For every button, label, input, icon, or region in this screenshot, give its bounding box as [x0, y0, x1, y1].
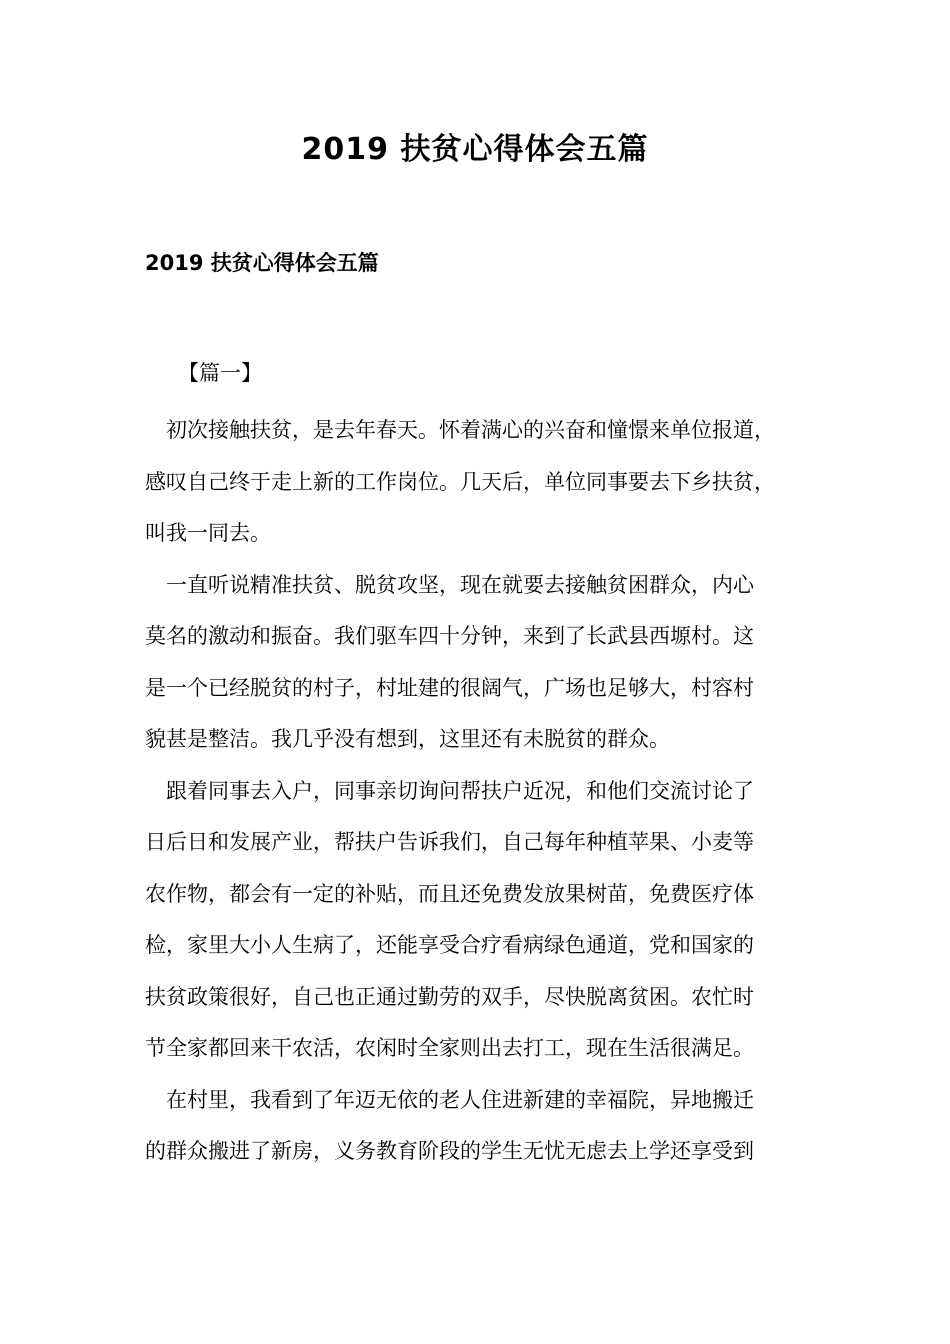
text-line: 貌甚是整洁。我几乎没有想到，这里还有未脱贫的群众。	[145, 727, 670, 751]
text-line: 农作物，都会有一定的补贴，而且还免费发放果树苗，免费医疗体	[145, 881, 754, 906]
text-line: 节全家都回来干农活，农闲时全家则出去打工，现在生活很满足。	[145, 1036, 754, 1060]
text-line: 检，家里大小人生病了，还能享受合疗看病绿色通道，党和国家的	[145, 933, 754, 957]
section-label: 【篇一】	[178, 361, 262, 385]
document-subtitle: 2019 扶贫心得体会五篇	[145, 251, 379, 275]
text-line: 在村里，我看到了年迈无依的老人住进新建的幸福院，异地搬迁	[145, 1087, 754, 1112]
text-line: 叫我一同去。	[145, 521, 271, 545]
text-line: 是一个已经脱贫的村子，村址建的很阔气，广场也足够大，村容村	[145, 675, 754, 700]
text-line: 日后日和发展产业，帮扶户告诉我们，自己每年种植苹果、小麦等	[145, 830, 754, 854]
text-line: 跟着同事去入户，同事亲切询问帮扶户近况，和他们交流讨论了	[145, 778, 754, 803]
text-line: 莫名的激动和振奋。我们驱车四十分钟，来到了长武县西塬村。这	[145, 624, 754, 648]
document-title: 2019 扶贫心得体会五篇	[301, 132, 649, 167]
text-line: 感叹自己终于走上新的工作岗位。几天后，单位同事要去下乡扶贫，	[145, 469, 775, 494]
text-line: 初次接触扶贫，是去年春天。怀着满心的兴奋和憧憬来单位报道，	[145, 418, 775, 442]
text-line: 扶贫政策很好，自己也正通过勤劳的双手，尽快脱离贫困。农忙时	[145, 984, 754, 1009]
body-text	[145, 413, 815, 1186]
text-line: 的群众搬进了新房，义务教育阶段的学生无忧无虑去上学还享受到	[145, 1139, 754, 1163]
text-line: 一直听说精准扶贫、脱贫攻坚，现在就要去接触贫困群众，内心	[145, 572, 754, 597]
